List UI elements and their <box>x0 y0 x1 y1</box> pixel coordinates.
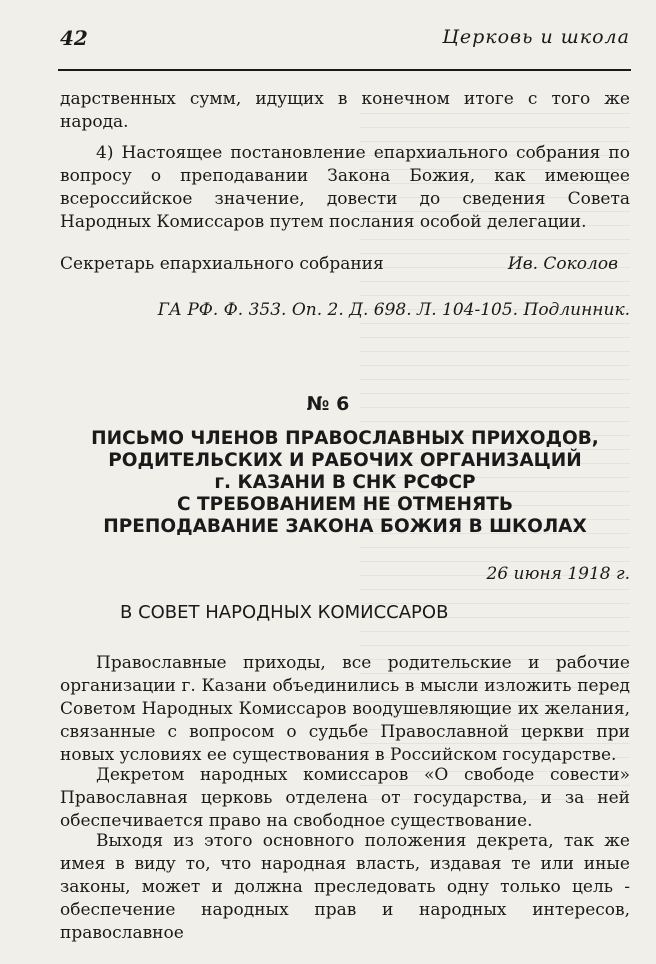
page-header <box>60 26 630 54</box>
title-line: ПИСЬМО ЧЛЕНОВ ПРАВОСЛАВНЫХ ПРИХОДОВ, <box>91 428 599 449</box>
signature-line <box>60 254 630 278</box>
running-title: Церковь и школа <box>442 26 630 48</box>
title-line: ПРЕПОДАВАНИЕ ЗАКОНА БОЖИЯ В ШКОЛАХ <box>103 516 587 537</box>
archival-reference: ГА РФ. Ф. 353. Оп. 2. Д. 698. Л. 104-105. Подлинник. <box>157 300 630 320</box>
title-line: г. КАЗАНИ В СНК РСФСР <box>214 472 476 493</box>
resolution-paragraph: 4) Настоящее постановление епархиального собрания по вопросу о преподавании Закона Божия, как имеющее всероссийское значение, довести до сведения Совета Народных Комиссаров путем послания особой делегации. <box>60 143 630 232</box>
signatory-name: Ив. Соколов <box>507 254 618 274</box>
title-line: С ТРЕБОВАНИЕМ НЕ ОТМЕНЯТЬ <box>177 494 513 515</box>
document-number: № 6 <box>306 393 350 415</box>
body-paragraph: Выходя из этого основного положения декрета, так же имея в виду то, что народная власть, издавая те или иные законы, может и должна преследовать одну только цель - обеспечение народных прав и народных интересов, православное <box>60 831 630 943</box>
signature-label: Секретарь епархиального собрания <box>60 254 384 274</box>
continuation-paragraph: дарственных сумм, идущих в конечном итоге с того же народа. <box>60 89 630 132</box>
body-paragraph: Православные приходы, все родительские и рабочие организации г. Казани объединились в мысли изложить перед Советом Народных Комиссаров воодушевляющие их желания, связанные с вопросом о судьбе Православной церкви при новых условиях ее существования в Российском государстве. <box>60 653 630 765</box>
document-date: 26 июня 1918 г. <box>486 564 630 584</box>
document-title <box>60 428 630 538</box>
header-rule <box>58 69 631 71</box>
addressee: В СОВЕТ НАРОДНЫХ КОМИССАРОВ <box>120 602 449 623</box>
title-line: РОДИТЕЛЬСКИХ И РАБОЧИХ ОРГАНИЗАЦИЙ <box>108 450 582 471</box>
body-paragraph: Декретом народных комиссаров «О свободе совести» Православная церковь отделена от государства, и за ней обеспечивается право на свободное существование. <box>60 765 630 831</box>
page-number: 42 <box>60 26 88 50</box>
